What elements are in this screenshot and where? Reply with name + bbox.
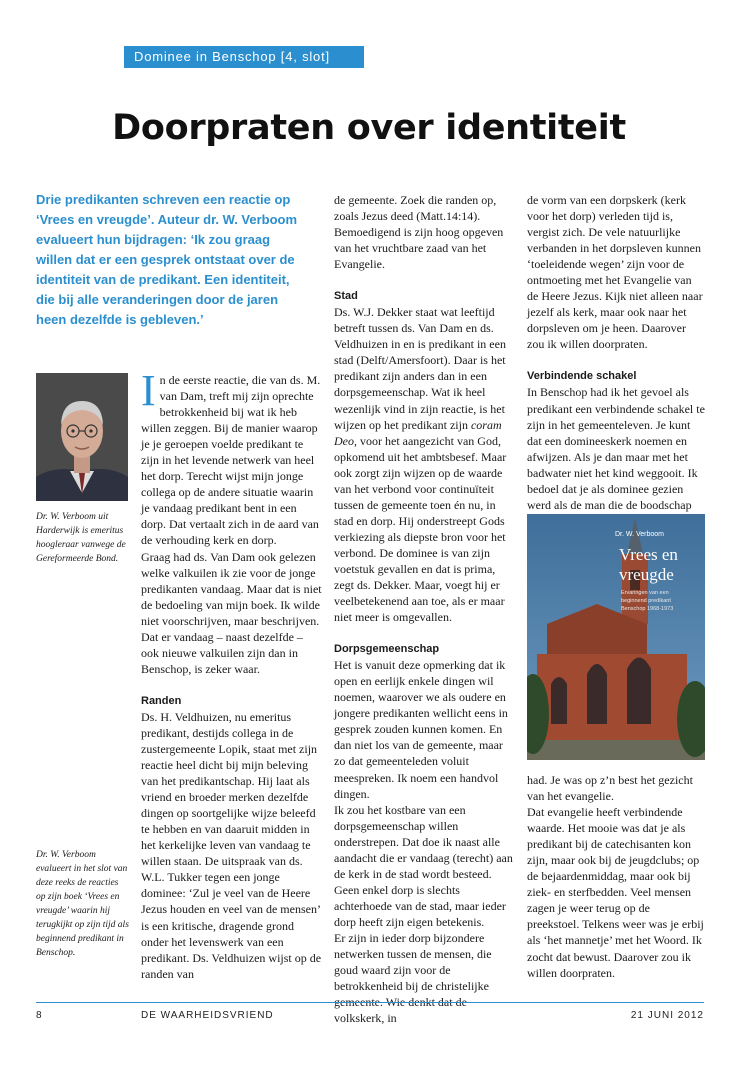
col3-paragraph-1: de vorm van een dorpskerk (kerk voor het dorp) verleden tijd is, vergist zich. De vele natuurlijke verbanden in het dorpsleven kunnen ‘toeleidende wegen’ zijn voor de ontmoeting met het Evangelie van de Heere Jezus. Kijk niet alleen naar jezelf als kerk, maar ook naar het dorpsleven om je heen. Daarover zou ik willen doorpraten.	[527, 193, 703, 352]
col1-paragraph-1: n de eerste reactie, die van ds. M. van Dam, treft mij zijn oprechte betrokkenheid bij wat ik heb willen zeggen. Bij de manier waarop je je geroepen voelde predikant te zijn in het levende netwerk van heel het dorp. Terecht wijst mijn jonge collega op de andere situatie waarin je vandaag predikant bent in een dorp. Dat vertaalt zich in de aard van de verhouding kerk en dorp.	[141, 373, 321, 548]
headline: Doorpraten over identiteit	[112, 108, 626, 148]
col2-paragraph-3: Het is vanuit deze opmerking dat ik open en eerlijk enkele dingen wil noemen, waarover we als oudere en jongere predikanten wellicht eens in gesprek zouden kunnen komen. En dan niet los van de gemeente, maar zo dat gemeenteleden voluit meespreken. Ik noem een handvol dingen.	[334, 658, 508, 801]
series-caption: Dr. W. Verboom evalueert in het slot van deze reeks de reacties op zijn boek ‘Vrees en vreugde’ waarin hij terugkijkt op zijn tijd als beginnend predikant in Benschop.	[36, 850, 129, 958]
book-subtitle-3: Benschop 1968-1973	[621, 606, 674, 612]
col1-paragraph-3: Ds. H. Veldhuizen, nu emeritus predikant, destijds collega in de zustergemeente Lopik, staat met zijn reactie heel dicht bij mijn beleving van het predikantschap. Hij laat als vriend en broeder merken dezelfde dingen op soortgelijke wijze beleefd te hebben en van daaruit midden in het kerkelijke leven van vandaag te willen staan. De uitspraak van ds. W.L. Tukker tegen een jonge dominee: ‘Zul je veel van de Heere Jezus houden en veel van de mensen’ is een kritische, dragende grond onder het levenswerk van een predikant. Ds. Veldhuizen wijst op de randen van	[141, 709, 322, 981]
col2-paragraph-2: Ds. W.J. Dekker staat wat leeftijd betreft tussen ds. Van Dam en ds. Veldhuizen in en is predikant in een stad (Delft/Amersfoort). Daar is het predikant zijn anders dan in een dorpsgemeenschap. Wat ik heel wezenlijk vind in zijn reactie, is het wijzen op het predikant zijn coram Deo, voor het aangezicht van God, opkomend uit het ambtsbesef. Maar ook zorgt zijn wijzen op de waarde van het verbond voor continuïteit tussen de gemeente toen én nu, in stad en dorp. Hij onderstreept Gods verkiezing als diepste bron voor het verbond. De dominee is van zijn voetstuk gevallen en dat is prima, zegt ds. Dekker. Maar, voegt hij er veelbetekenend aan toe, als er maar niet meer is omgevallen.	[334, 305, 507, 625]
article-column-2	[334, 192, 514, 1026]
issue-date: 21 JUNI 2012	[630, 1010, 704, 1021]
portrait-caption: Dr. W. Verboom uit Harderwijk is emeritus hoogleraar vanwege de Gereformeerde Bond.	[36, 512, 126, 564]
col3-paragraph-4: Dat evangelie heeft verbindende waarde. Het mooie was dat je als predikant bij de catechisanten kon zijn, maar ook bij de jeugdclubs; op de bejaardenmiddag, maar ook bij ziek- en sterfbedden. Veel mensen zagen je weer terug op de preekstoel. Telkens weer was je erbij als ‘het mannetje’ met het Woord. Ik zocht dat bewust. Daarover zou ik willen doorpraten.	[527, 805, 704, 980]
col2-paragraph-1: de gemeente. Zoek die randen op, zoals Jezus deed (Matt.14:14). Bemoedigend is zijn hoog opgeven van het vruchtbare zaad van het Evangelie.	[334, 193, 504, 272]
latin-phrase: coram Deo	[334, 417, 502, 448]
col3-paragraph-3: had. Je was op z’n best het gezicht van het evangelie.	[527, 773, 693, 804]
col1-paragraph-2: Graag had ds. Van Dam ook gelezen welke valkuilen ik zie voor de jonge predikanten vandaag. Maar dat is niet de bedoeling van mijn boek. Ik wilde niet voorschrijven, maar beschrijven. Dat er vandaag – naast dezelfde – ook nieuwe valkuilen zijn dan in Benschop, is zeker waar.	[141, 549, 322, 676]
author-portrait	[36, 373, 128, 501]
subheading-dorpsgemeenschap: Dorpsgemeenschap	[334, 643, 440, 656]
drop-cap: I	[141, 366, 156, 415]
col3-paragraph-2: In Benschop had ik het gevoel als predikant een verbindende schakel te zijn in het gemeenteleven. Je kunt dat een domineeskerk noemen en afwijzen. Als je dan maar met het badwater niet het kind weggooit. Ik bedoel dat je als dominee gezien werd als de man die de boodschap	[527, 385, 705, 512]
page-number: 8	[36, 1010, 43, 1021]
book-subtitle-1: Ervaringen van een	[621, 590, 669, 596]
subheading-randen: Randen	[141, 694, 182, 707]
book-subtitle-2: beginnend predikant	[621, 598, 671, 604]
series-tag: Dominee in Benschop [4, slot]	[124, 46, 364, 68]
col2-paragraph-5: Er zijn in ieder dorp bijzondere netwerken tussen de mensen, die goud waard zijn voor de betrokkenheid bij de christelijke gemeente. Wie denkt dat de volkskerk, in	[334, 930, 492, 1026]
article-column-3-continued	[527, 772, 705, 981]
book-cover-image	[527, 514, 705, 760]
footer-rule	[36, 1002, 704, 1003]
book-author: Dr. W. Verboom	[615, 531, 665, 538]
subheading-verbindende-schakel: Verbindende schakel	[527, 370, 637, 383]
book-title-line-2: vreugde	[619, 565, 674, 584]
article-column-3	[527, 192, 705, 529]
col2-paragraph-4: Ik zou het kostbare van een dorpsgemeenschap willen onderstrepen. Dat doe ik naast alle aandacht die er vandaag (terecht) aan de kerk in de stad wordt besteed. Geen enkel dorp is slechts achterhoede van de stad, maar ieder dorp heeft zijn eigen betekenis.	[334, 802, 513, 929]
article-column-1	[141, 366, 323, 982]
subheading-stad: Stad	[334, 290, 358, 303]
lead-paragraph: Drie predikanten schreven een reactie op ‘Vrees en vreugde’. Auteur dr. W. Verboom evalueert hun bijdragen: ‘Ik zou graag willen dat er een gesprek ontstaat over de identiteit van de predikant. Een identiteit, die bij alle veranderingen door de jaren heen dezelfde is gebleven.’	[36, 192, 298, 327]
book-title-line-1: Vrees en	[619, 545, 678, 564]
publication-name: DE WAARHEIDSVRIEND	[141, 1010, 274, 1021]
